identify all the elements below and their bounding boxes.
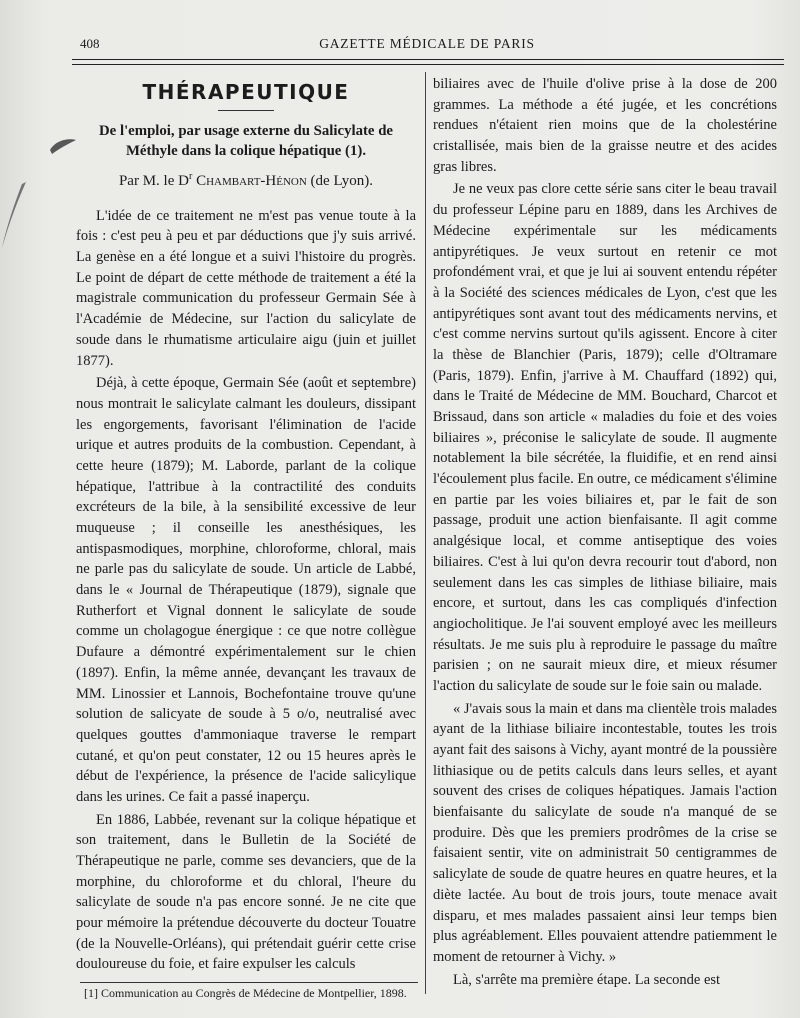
- section-title-underline: [218, 110, 274, 111]
- left-paragraph-1: L'idée de ce traitement ne m'est pas venue toute à la fois : c'est peu à peu et par déductions que j'y suis arrivé. La genèse en a été longue et a suivi l'histoire du progrès. Le point de départ de cette méthode de traitement a été la magistrale communication du professeur Germain Sée à l'Académie de Médecine, sur l'action du salicylate de soude dans le rhumatisme articulaire aigu (juin et juillet 1877).: [76, 207, 416, 369]
- page-header: [72, 34, 782, 54]
- page-number: 408: [80, 36, 100, 51]
- right-paragraph-4: Là, s'arrête ma première étape. La seconde est: [453, 971, 721, 988]
- header-rule-bottom: [72, 64, 784, 65]
- column-divider: [425, 72, 426, 994]
- footnote-rule: [80, 982, 418, 983]
- right-paragraph-2: Je ne veux pas clore cette série sans citer le beau travail du professeur Lépine paru en 1889, dans les Archives de Médecine expérimentale sur les médicaments antipyrétiques. Je veux surtout en retenir ce mot profondément vrai, et que je lui ai souvent entendu répéter à la Société des sciences médicales de Lyon, c'est que les antipyrétiques sont avant tout des médicaments nervins, et c'est comme nervins surtout qu'ils agissent. Encore à citer la thèse de Blanchier (Paris, 1879); celle d'Oltramare (Paris, 1879). Enfin, j'arrive à M. Chauffard (1892) qui, dans le Traité de Médecine de MM. Bouchard, Charcot et Brissaud, dans son article « maladies du foie et des voies biliaires », préconise le salicylate de soude. Il augmente notablement la bile sécrétée, la fluidifie, et en rend ainsi l'écoulement plus facile. En outre, ce médicament s'élimine en partie par les voies biliaires et, par le fait de son passage, produit une action bienfaisante. Il agit comme analgésique local, et comme antiseptique des voies biliaires. C'est à lui qu'on devra recourir tout d'abord, non seulement dans les cas simples de lithiase biliaire, mais encore, et surtout, dans les cas compliqués d'infection angiocholitique. Je l'ai souvent employé avec les meilleurs résultats. Je me suis plu à reproduire le passage du maître parisien ; on ne saurait mieux dire, et mieux résumer l'action du salicylate de soude sur le foie sain ou malade.: [433, 181, 777, 694]
- byline-author: Chambart-Hénon: [196, 173, 307, 189]
- article-byline: [76, 167, 416, 192]
- article-title: De l'emploi, par usage externe du Salicylate de Méthyle dans la colique hépatique (1).: [99, 123, 393, 159]
- header-rule-top: [72, 59, 784, 60]
- byline-prefix: Par M. le D: [118, 173, 189, 189]
- byline-suffix: (de Lyon).: [310, 173, 374, 189]
- journal-title: GAZETTE MÉDICALE DE PARIS: [319, 36, 535, 51]
- ink-blot-mark: [48, 136, 78, 156]
- left-paragraph-3: En 1886, Labbée, revenant sur la colique hépatique et son traitement, dans le Bulletin de la Société de Thérapeutique ne parle, comme ses devanciers, que de la morphine, du chloroforme et du chloral, l'heure du salicylate de soude n'a pas encore sonné. Je ne cite que pour mémoire la prétendue découverte du docteur Touatre (de la Nouvelle-Orléans), qui prétendait guérir cette crise douloureuse du foie, et faire expulser les calculs: [76, 811, 416, 973]
- left-column: [76, 74, 416, 975]
- byline-sup: r: [188, 171, 193, 182]
- right-column: [433, 74, 777, 990]
- right-paragraph-1: biliaires avec de l'huile d'olive prise à la dose de 200 grammes. La méthode a été jugée, et les concrétions rendues n'étaient rien moins que de la cholestérine cristallisée, mais bien de la graisse neutre et des acides gras libres.: [433, 76, 777, 175]
- footnote: [1] Communication au Congrès de Médecine de Montpellier, 1898.: [84, 986, 407, 1000]
- left-paragraph-2: Déjà, à cette époque, Germain Sée (août et septembre) nous montrait le salicylate calmant les douleurs, dissipant les engorgements, favorisant l'élimination de l'acide urique et autres produits de la combustion. Cependant, à cette heure (1879); M. Laborde, parlant de la colique hépatique, l'attribue à la contractilité des conduits excréteurs de la bile, à la sensibilité excessive de leur muqueuse ; il conseille les anesthésiques, les antispasmodiques, morphine, chloroforme, chloral, mais ne parle pas du salicylate de soude. Un article de Labbé, dans le « Journal de Thérapeutique (1879), signale que Rutherfort et Vignal donnent le salicylate de soude comme un cholagogue énergique : ce que notre collègue Dufaure a démontré expérimentalement sur le chien (1897). Enfin, la même année, devançant les travaux de MM. Linossier et Lannois, Bochefontaine trouve qu'une solution de salicyate de soude à 5 o/o, neutralisé avec quelques gouttes d'ammoniaque traverse le rempart cutané, et qu'on peut constater, 12 ou 15 heures après le début de l'expérience, la présence de l'acide salicylique dans les urines. Ce fait a passé inaperçu.: [76, 375, 416, 805]
- ink-streak-mark: [0, 180, 30, 250]
- section-title: THÉRAPEUTIQUE: [142, 80, 350, 104]
- right-paragraph-3: « J'avais sous la main et dans ma clientèle trois malades ayant de la lithiase biliaire incontestable, toutes les trois ayant fait des saisons à Vichy, ayant montré de la poussière lithiasique ou de petits calculs dans leurs selles, et ayant souvent des crises de coliques hépatiques. Jamais l'action bienfaisante du salicylate de soude n'a manqué de se produire. Dès que les premiers prodrômes de la crise se faisaient sentir, vite on administrait 50 centigrammes de salicylate de soude de quatre heures en quatre heures, et la diète lactée. Au bout de trois jours, toute menace avait disparu, et mes malades passaient ainsi leur temps bien plus agréablement. Elles pouvaient attendre patiemment le moment de retourner à Vichy. »: [433, 700, 777, 965]
